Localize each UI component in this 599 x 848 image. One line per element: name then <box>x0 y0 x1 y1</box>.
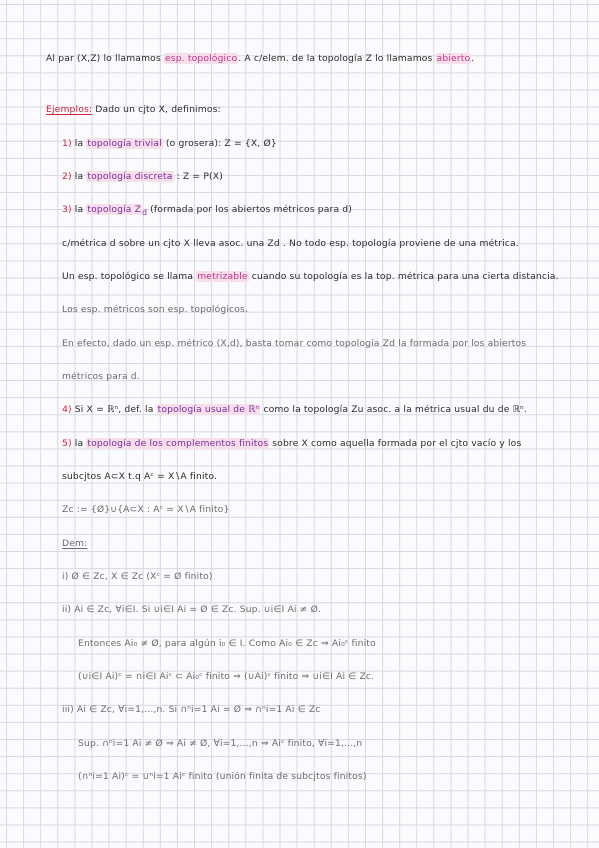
proof-step-iii-cont <box>78 737 362 750</box>
text: . A c/elem. de la topología Z lo llamamos <box>238 53 436 64</box>
proof-step-ii-cont <box>78 637 376 650</box>
subscript: d <box>142 207 148 217</box>
text: la <box>71 138 87 149</box>
examples-heading <box>46 103 221 116</box>
text: la <box>71 438 87 449</box>
term: topología trivial <box>87 138 162 149</box>
text: Zc := {Ø}∪{A⊂X : Aᶜ = X∖A finito} <box>62 504 230 515</box>
item-number: 5) <box>62 438 72 449</box>
text: c/métrica d sobre un cjto X lleva asoc. una Zd . No todo esp. topología proviene de una métrica. <box>62 238 519 249</box>
term-metrizable: metrizable <box>197 271 248 282</box>
text: : Z = P(X) <box>173 171 223 182</box>
item-number: 1) <box>62 138 72 149</box>
text: Al par (X,Z) lo llamamos <box>46 53 164 64</box>
text: . <box>471 53 475 64</box>
text: En efecto, dado un esp. métrico (X,d), basta tomar como topología Zd la formada por los abiertos <box>62 338 527 349</box>
proof-step-ii-conclusion <box>78 670 374 683</box>
term-esp-topologico: esp. topológico <box>164 53 238 64</box>
text: (o grosera): Z = {X, Ø} <box>162 138 277 149</box>
term: topología usual de ℝⁿ <box>157 404 260 415</box>
example-5 <box>62 437 521 450</box>
proof-step-iii-conclusion <box>78 770 367 783</box>
text: (∪i∈I Ai)ᶜ = ∩i∈I Aiᶜ ⊂ Ai₀ᶜ finito ⇒ (∪Ai)ᶜ finito ⇒ ∪i∈I Ai ∈ Zc. <box>78 671 375 682</box>
text: Sup. ∩ⁿi=1 Ai ≠ Ø ⇒ Ai ≠ Ø, ∀i=1,...,n ⇒ Aiᶜ finito, ∀i=1,...,n <box>78 738 363 749</box>
item-number: 4) <box>62 404 72 415</box>
text: Dado un cjto X, definimos: <box>92 104 221 115</box>
example-4 <box>62 403 527 416</box>
example-5-cont <box>62 470 217 483</box>
text: sobre X como aquella formada por el cjto vacío y los <box>269 438 522 449</box>
proof-note-cont <box>62 370 140 383</box>
text: Un esp. topológico se llama <box>62 271 197 282</box>
dem-heading <box>62 537 87 550</box>
text: métricos para d. <box>62 371 140 382</box>
text: (∩ⁿi=1 Ai)ᶜ = ∪ⁿi=1 Aiᶜ finito (unión finita de subcjtos finitos) <box>78 771 367 782</box>
cofinite-formula <box>62 503 229 516</box>
text: iii) Ai ∈ Zc, ∀i=1,...,n. Si ∩ⁿi=1 Ai = Ø ⇒ ∩ⁿi=1 Ai ∈ Zc <box>62 704 321 715</box>
term: topología de los complementos finitos <box>87 438 269 449</box>
text: Los esp. métricos son esp. topológicos. <box>62 304 249 315</box>
text: Si X = ℝⁿ, def. la <box>71 404 157 415</box>
example-2 <box>62 170 223 183</box>
term: topología Z <box>87 204 142 215</box>
ejemplos-label: Ejemplos: <box>46 104 93 115</box>
item-number: 3) <box>62 204 72 215</box>
proof-step-i <box>62 570 213 583</box>
text: ii) Ai ∈ Zc, ∀i∈I. Si ∪i∈I Ai = Ø ∈ Zc. Sup. ∪i∈I Ai ≠ Ø. <box>62 604 322 615</box>
text: cuando su topología es la top. métrica para una cierta distancia. <box>248 271 559 282</box>
dem-label: Dem: <box>62 538 88 549</box>
example-3 <box>62 203 352 219</box>
example-1 <box>62 137 277 150</box>
metrizable-definition <box>62 270 559 283</box>
proof-step-ii <box>62 603 321 616</box>
note-metric-spaces <box>62 303 248 316</box>
text: i) Ø ∈ Zc, X ∈ Zc (Xᶜ = Ø finito) <box>62 571 213 582</box>
term: topología discreta <box>87 171 173 182</box>
text: (formada por los abiertos métricos para d) <box>147 204 353 215</box>
definition-line <box>46 52 474 65</box>
text: Entonces Ai₀ ≠ Ø, para algún i₀ ∈ I. Como Ai₀ ∈ Zc ⇒ Ai₀ᶜ finito <box>78 638 376 649</box>
proof-step-iii <box>62 703 321 716</box>
text: la <box>71 171 87 182</box>
text: subcjtos A⊂X t.q Aᶜ = X∖A finito. <box>62 471 218 482</box>
note-metric <box>62 237 519 250</box>
text: la <box>71 204 87 215</box>
proof-note <box>62 337 526 350</box>
term-abierto: abierto <box>436 53 471 64</box>
item-number: 2) <box>62 171 72 182</box>
text: como la topología Zu asoc. a la métrica usual du de ℝⁿ. <box>260 404 527 415</box>
